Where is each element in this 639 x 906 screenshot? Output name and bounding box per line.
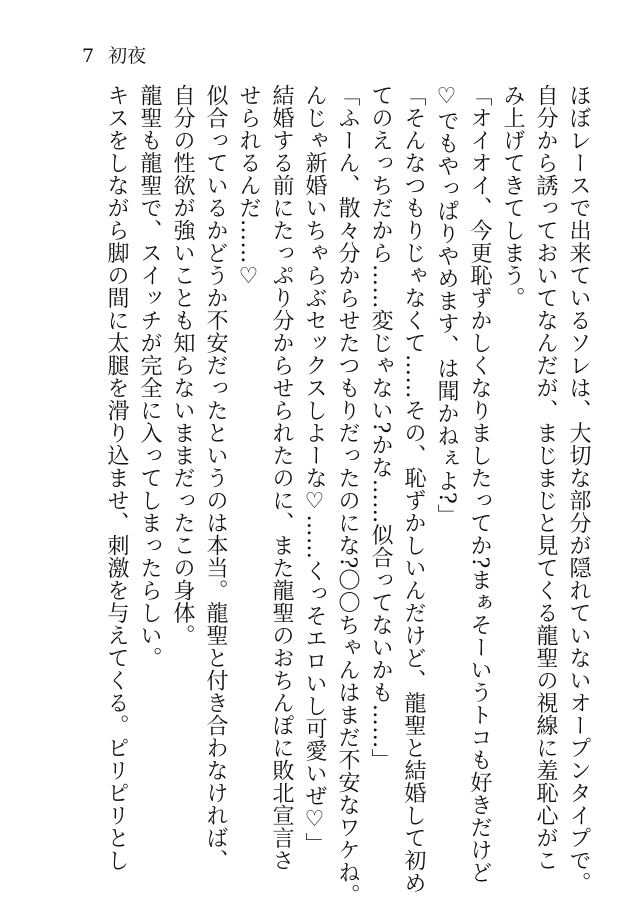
page-number: 7 [82,45,95,67]
running-header [82,44,146,68]
text-line: ♡でもやっぱりやめます、は聞かねぇよ?」 [434,84,459,527]
text-line: んじゃ新婚いちゃらぶセックスしよーな♡……くっそエロいし可愛いぜ♡」 [302,84,327,855]
text-line: キスをしながら脚の間に太腿を滑り込ませ、刺激を与えてくる。ピリピリとし [104,84,129,872]
text-line: てのえっちだから……変じゃない?かな……似合ってないかも……」 [368,84,393,772]
text-line: 結婚する前にたっぷり分からせられたのに、また龍聖のおちんぽに敗北宣言さ [269,84,294,872]
chapter-title: 初夜 [108,45,147,67]
text-line: 龍聖も龍聖で、スイッチが完全に入ってしまったらしい。 [137,84,162,669]
text-line: 自分から誘っておいてなんだが、まじまじと見てくる龍聖の視線に羞恥心がこ [533,84,558,872]
text-line: 「そんなつもりじゃなくて……その、恥ずかしいんだけど、龍聖と結婚して初め [401,84,426,894]
text-line: 「オイオイ、今更恥ずかしくなりましたってか?まぁそーいうトコも好きだけど [467,84,492,884]
text-line: 自分の性欲が強いことも知らないままだったこの身体。 [170,84,195,647]
text-line: 似合っているかどうか不安だったというのは本当。龍聖と付き合わなければ、 [203,84,228,872]
text-line: 「ふーん、散々分からせたつもりだったのにな?〇〇ちゃんはまだ不安なワケね。 [335,84,360,906]
vertical-body-text [100,84,595,906]
text-line: せられるんだ……♡ [236,84,261,290]
text-line: み上げてきてしまう。 [500,84,525,309]
text-line: ほぼレースで出来ているソレは、大切な部分が隠れていないオープンタイプで。 [566,84,591,894]
